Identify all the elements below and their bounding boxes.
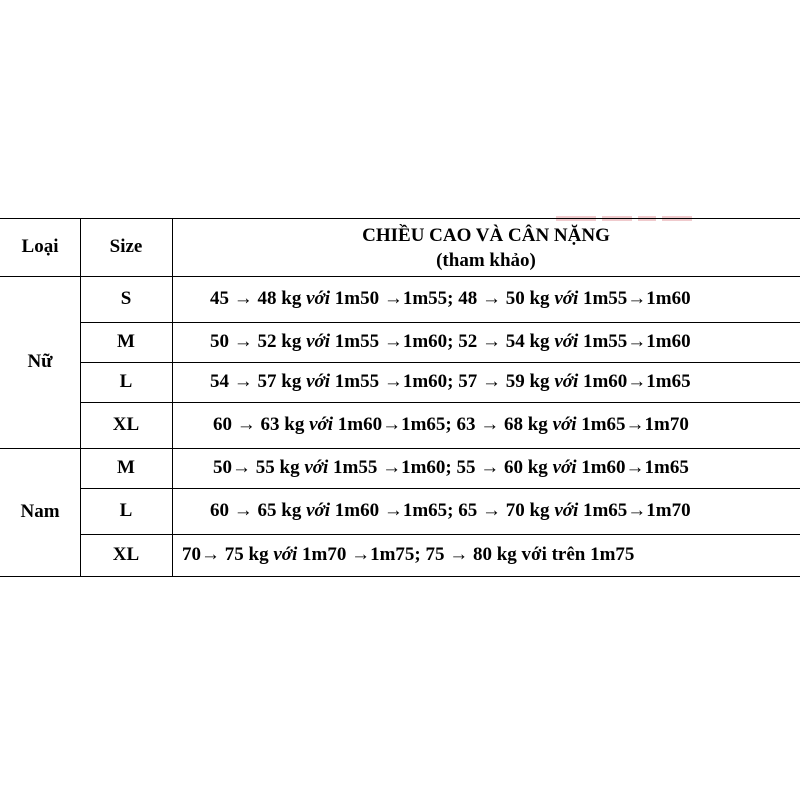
connector-text: với	[552, 457, 577, 478]
height-range: 1m60→1m65	[581, 457, 689, 478]
connector-text: với	[306, 371, 330, 392]
range-text: 1m55 →1m60; 52 → 54 kg	[334, 331, 550, 352]
size-cell: XL	[112, 544, 140, 565]
table-row	[182, 534, 634, 576]
connector-text: với	[554, 500, 579, 521]
size-cell: L	[119, 500, 133, 521]
header-type: Loại	[21, 236, 59, 257]
header-subtitle: (tham khảo)	[436, 250, 536, 271]
size-cell: S	[120, 288, 132, 309]
table-row	[213, 448, 689, 488]
weight-range: 45 → 48 kg	[210, 288, 302, 309]
connector-text: với	[273, 544, 298, 565]
table-row	[210, 362, 691, 402]
size-cell: L	[119, 371, 133, 392]
header-size: Size	[109, 236, 143, 257]
table-border-bottom	[0, 576, 800, 577]
table-row	[213, 402, 689, 448]
range-text: 1m50 →1m55; 48 → 50 kg	[334, 288, 550, 309]
range-text: 1m70 →1m75; 75 → 80 kg với trên 1m75	[302, 544, 635, 565]
weight-range: 60 → 65 kg	[210, 500, 302, 521]
weight-range: 50→ 55 kg	[213, 457, 300, 478]
weight-range: 70→ 75 kg	[182, 544, 269, 565]
size-cell: M	[117, 331, 135, 352]
category-female: Nữ	[27, 351, 53, 372]
connector-text: với	[554, 288, 579, 309]
table-row	[210, 322, 691, 362]
range-text: 1m55 →1m60; 55 → 60 kg	[333, 457, 548, 478]
table-row	[210, 276, 691, 322]
connector-text: với	[552, 414, 577, 435]
connector-text: với	[306, 288, 330, 309]
height-range: 1m65→1m70	[581, 414, 689, 435]
connector-text: với	[306, 500, 330, 521]
connector-text: với	[306, 331, 330, 352]
size-cell: M	[117, 457, 135, 478]
range-text: 1m55 →1m60; 57 → 59 kg	[334, 371, 550, 392]
range-text: 1m60 →1m65; 65 → 70 kg	[334, 500, 550, 521]
height-range: 1m55→1m60	[582, 331, 691, 352]
header-title: CHIỀU CAO VÀ CÂN NẶNG	[362, 225, 610, 246]
connector-text: với	[554, 331, 579, 352]
height-range: 1m60→1m65	[582, 371, 691, 392]
table-row	[210, 488, 691, 534]
category-male: Nam	[20, 501, 60, 522]
weight-range: 54 → 57 kg	[210, 371, 302, 392]
weight-range: 50 → 52 kg	[210, 331, 302, 352]
size-cell: XL	[112, 414, 140, 435]
weight-range: 60 → 63 kg	[213, 414, 305, 435]
connector-text: với	[309, 414, 333, 435]
height-range: 1m65→1m70	[582, 500, 691, 521]
connector-text: với	[554, 371, 579, 392]
range-text: 1m60→1m65; 63 → 68 kg	[337, 414, 548, 435]
connector-text: với	[304, 457, 329, 478]
height-range: 1m55→1m60	[582, 288, 691, 309]
watermark-graphic	[556, 208, 756, 216]
